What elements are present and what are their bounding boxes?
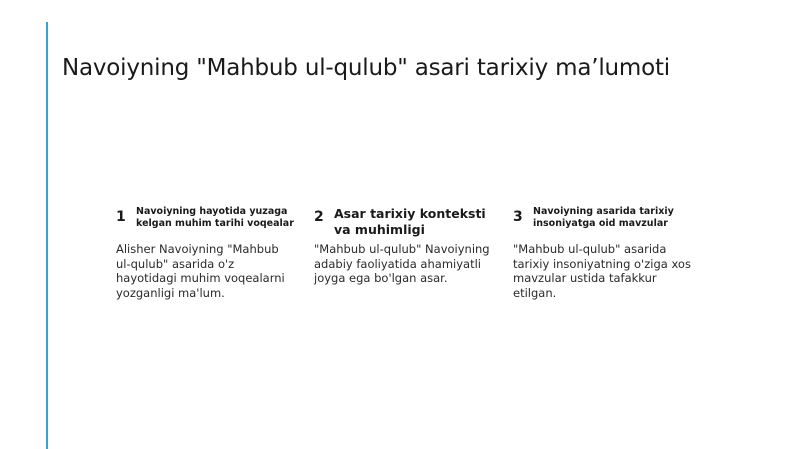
column-title: Asar tarixiy konteksti va muhimligi	[334, 206, 486, 237]
column-header	[314, 206, 498, 240]
accent-line	[46, 22, 48, 449]
columns-section	[116, 206, 696, 316]
column-body: Alisher Navoiyning "Mahbub ul-qulub" asarida o'z hayotidagi muhim voqealarni yozganligi ma'lum.	[116, 242, 285, 300]
column-3	[513, 206, 697, 300]
column-header	[116, 206, 300, 240]
column-title: Navoiyning hayotida yuzaga kelgan muhim tarihi voqealar	[136, 206, 294, 229]
column-1	[116, 206, 300, 300]
column-title: Navoiyning asarida tarixiy insoniyatga oid mavzular	[533, 206, 674, 229]
column-header	[513, 206, 697, 240]
column-body: "Mahbub ul-qulub" Navoiyning adabiy faoliyatida ahamiyatli joyga ega bo'lgan asar.	[314, 242, 490, 285]
column-2	[314, 206, 498, 285]
slide-title: Navoiyning "Mahbub ul-qulub" asari tarixiy ma’lumoti	[62, 55, 670, 81]
column-number: 3	[513, 209, 523, 225]
column-body: "Mahbub ul-qulub" asarida tarixiy insoniyatning o'ziga xos mavzular ustida tafakkur etilgan.	[513, 242, 691, 300]
column-number: 2	[314, 209, 324, 225]
column-number: 1	[116, 209, 126, 225]
